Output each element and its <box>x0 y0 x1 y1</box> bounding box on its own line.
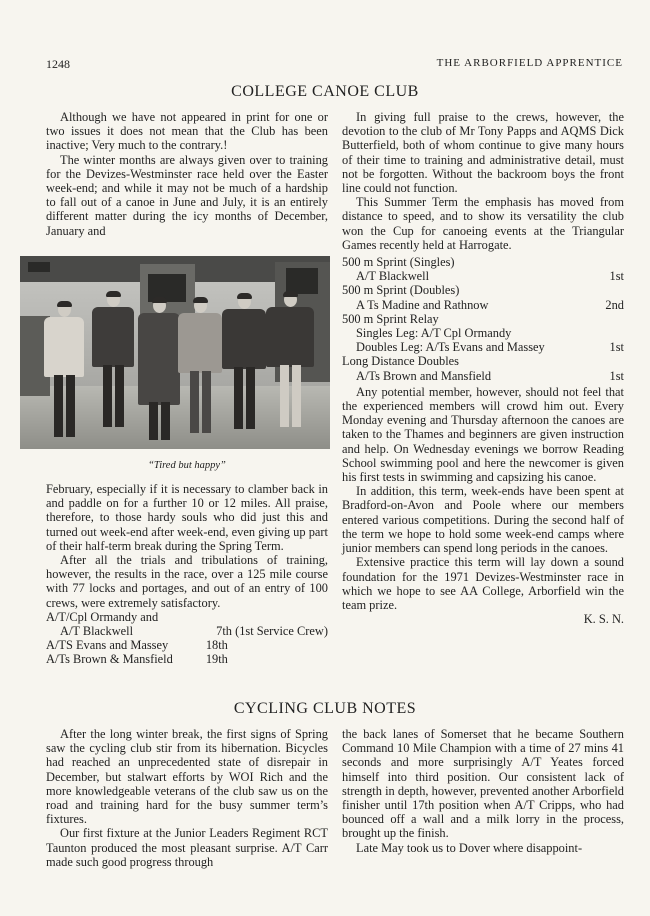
entry-place: 1st <box>609 269 624 284</box>
entry-place: 1st <box>609 368 624 383</box>
paragraph: This Summer Term the emphasis has moved from distance to speed, and to show its versatility the club won the Cup for canoeing events at the Triangular Games recently held at Harrogate. <box>342 195 624 252</box>
paragraph: In addition, this term, week-ends have been spent at Bradford-on-Avon and Poole where our members entered various competitions. During the second half of the term we hope to hold some week-end camps where junior members can spend long periods in the canoes. <box>342 484 624 556</box>
entry-name: A/Ts Brown and Mansfield <box>356 368 492 383</box>
author-initials: K. S. N. <box>583 612 624 627</box>
page-number: 1248 <box>46 57 70 71</box>
table-row <box>342 298 624 312</box>
canoe-left-column-top <box>46 110 328 238</box>
table-row <box>46 652 328 666</box>
canoe-right-column <box>342 110 624 626</box>
event-name: Long Distance Doubles <box>342 354 459 369</box>
person-figure <box>266 292 314 442</box>
table-row <box>342 283 624 297</box>
person-figure <box>92 292 134 442</box>
crew-name: A/T Blackwell <box>60 624 134 639</box>
cycling-right-column <box>342 727 624 855</box>
table-row <box>342 340 624 354</box>
paragraph: In giving full praise to the crews, however, the devotion to the club of Mr Tony Papps and AQMS Dick Butterfield, both of whom continue to give many hours of their time to training and administrative detail, must not be forgotten. Without the backroom boys the front line could not function. <box>342 110 624 196</box>
crew-name: A/Ts Brown & Mansfield <box>46 652 173 667</box>
paragraph: The winter months are always given over to training for the Devizes-Westminster race held over the Easter week-end; and while it may not be much of a hardship to fall out of a canoe in June and July, it is an entirely different matter during the icy months of December, January and <box>46 152 328 238</box>
photo-caption: “Tired but happy” <box>148 460 226 471</box>
table-row <box>342 369 624 383</box>
table-row <box>342 312 624 326</box>
crew-name: A/TS Evans and Massey <box>46 638 169 653</box>
games-results-table <box>342 255 624 383</box>
entry-name: Doubles Leg: A/Ts Evans and Massey <box>356 340 545 355</box>
crew-name: A/T/Cpl Ormandy and <box>46 609 159 624</box>
cycling-left-column <box>46 727 328 869</box>
paragraph: the back lanes of Somerset that he became Southern Command 10 Mile Champion with a time of 27 mins 41 seconds and more surprisingly A/T Yeates forced himself into third position. Our consistent lack of strength in depth, however, prevented another Arborfield finisher until 17th position when A/T Cripps, who had bounced off a wall and a milk lorry in the process, brought up the finish. <box>342 727 624 841</box>
entry-name: A/T Blackwell <box>356 269 430 284</box>
crew-place: 19th <box>205 652 228 667</box>
person-figure <box>222 294 266 442</box>
canoe-team-photo <box>20 256 330 449</box>
person-figure <box>138 298 180 444</box>
paragraph: Any potential member, however, should not feel that the experienced members will crowd him out. Every Monday evening and Thursday afternoon the canoes are taken to the Thames and beginners are given instruction and help. On Wednesday evenings we borrow Reading School swimming pool and here the newcomer is given his first tests in swimming and capsizing his canoe. <box>342 384 624 485</box>
entry-name: A Ts Madine and Rathnow <box>356 297 489 312</box>
table-row <box>46 624 328 638</box>
table-row <box>342 269 624 283</box>
table-row <box>342 326 624 340</box>
event-name: 500 m Sprint Relay <box>342 311 439 326</box>
paragraph: Extensive practice this term will lay down a sound foundation for the 1971 Devizes-Westminster race in which we hope to see AA College, Arborfield win the team prize. <box>342 555 624 612</box>
running-head: THE ARBORFIELD APPRENTICE <box>436 57 623 69</box>
crew-place: 7th (1st Service Crew) <box>216 624 328 639</box>
race-results-table <box>46 610 328 667</box>
person-figure <box>44 302 84 442</box>
table-row <box>46 638 328 652</box>
paragraph: After the long winter break, the first signs of Spring saw the cycling club stir from its hibernation. Bicycles had reached an unprecedented state of disrepair in December, but stalwart efforts by WOI Rich and the more knowledgeable veterans of the club saw us on the road and training hard for the busy summer term’s fixtures. <box>46 727 328 827</box>
entry-place: 1st <box>609 340 624 355</box>
canoe-club-title: COLLEGE CANOE CLUB <box>231 83 419 100</box>
paragraph: February, especially if it is necessary to clamber back in and paddle on for a further 10 or 12 miles. All praise, therefore, to those hardy souls who did just this and turned out week-end after week-end, even giving up part of their half-term break during the Spring Term. <box>46 482 328 553</box>
canoe-left-column-bottom <box>46 482 328 667</box>
event-name: 500 m Sprint (Singles) <box>342 255 455 270</box>
paragraph: Our first fixture at the Junior Leaders Regiment RCT Taunton produced the most pleasant surprise. A/T Carr made such good progress through <box>46 826 328 869</box>
paragraph: Although we have not appeared in print for one or two issues it does not mean that the Club has been inactive; Very much to the contrary.! <box>46 110 328 153</box>
cycling-club-title: CYCLING CLUB NOTES <box>233 700 417 717</box>
table-row <box>46 610 328 624</box>
table-row <box>342 354 624 368</box>
table-row <box>342 255 624 269</box>
entry-place <box>600 326 624 340</box>
crew-place: 18th <box>205 638 228 653</box>
event-name: 500 m Sprint (Doubles) <box>342 283 460 298</box>
paragraph: Late May took us to Dover where disappoint- <box>356 840 583 855</box>
paragraph: After all the trials and tribulations of training, however, the results in the race, over a 125 mile course with 77 locks and portages, and out of an entry of 100 crews, were extremely satisfactory. <box>46 553 328 610</box>
entry-place: 2nd <box>605 297 624 312</box>
person-figure <box>178 298 222 444</box>
entry-name: Singles Leg: A/T Cpl Ormandy <box>356 326 512 341</box>
crew-place <box>196 610 328 624</box>
